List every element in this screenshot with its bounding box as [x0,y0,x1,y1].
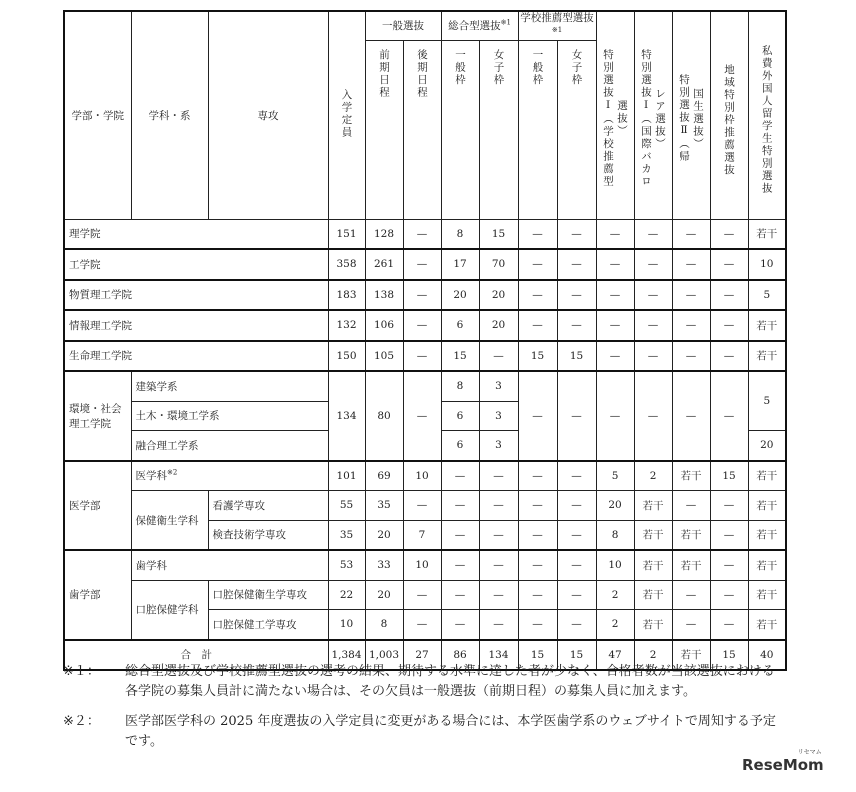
value-cell: — [710,610,748,640]
value-cell: — [479,520,518,550]
header-department: 学科・系 [131,11,208,219]
department-label: 歯学科 [135,559,167,572]
header-faculty: 学部・学院 [64,11,131,219]
value-cell: — [403,610,441,640]
value-cell: — [557,550,596,580]
value-cell: 132 [328,310,365,341]
value-cell: 22 [328,580,365,610]
value-cell: — [634,341,672,372]
value-cell: — [518,249,557,280]
value-cell: 若干 [634,491,672,521]
value-cell: 3 [479,371,518,401]
value-cell: — [518,310,557,341]
total-label: 合 計 [64,640,328,671]
value-cell: — [672,219,710,249]
department-name [131,461,328,491]
value-cell: 若干 [634,520,672,550]
value-cell: — [557,371,596,461]
table-row [64,491,786,521]
value-cell: 若干 [748,550,786,580]
value-cell: 2 [634,640,672,671]
value-cell: 134 [479,640,518,671]
value-cell: 若干 [748,520,786,550]
department-name: 保健衛生学科 [131,491,208,551]
value-cell: — [403,219,441,249]
value-cell: — [518,461,557,491]
value-cell: — [710,219,748,249]
value-cell: — [710,520,748,550]
value-cell: 若干 [672,640,710,671]
value-cell: 15 [479,219,518,249]
value-cell: — [710,249,748,280]
value-cell: — [634,219,672,249]
value-cell: — [672,249,710,280]
value-cell: — [518,491,557,521]
value-cell: — [710,371,748,461]
department-name: 口腔保健学科 [131,580,208,640]
value-cell: — [403,310,441,341]
value-cell: 6 [441,431,479,461]
value-cell: — [441,580,479,610]
table-row [64,580,786,610]
value-cell: — [518,550,557,580]
value-cell: 若干 [748,580,786,610]
value-cell: — [557,520,596,550]
value-cell: — [710,341,748,372]
value-cell: 8 [441,219,479,249]
major-name: 口腔保健工学専攻 [208,610,328,640]
value-cell: — [479,580,518,610]
value-cell: 15 [441,341,479,372]
value-cell: — [710,491,748,521]
value-cell: 20 [479,310,518,341]
value-cell: — [441,491,479,521]
major-name: 看護学専攻 [208,491,328,521]
value-cell: — [441,610,479,640]
value-cell: 15 [557,341,596,372]
value-cell: 5 [748,280,786,311]
value-cell: — [710,280,748,311]
faculty-name: 工学院 [64,249,328,280]
value-cell: 20 [479,280,518,311]
header-comp-general: 一般枠 [441,40,479,219]
value-cell: — [441,550,479,580]
value-cell: — [672,491,710,521]
value-cell: — [634,249,672,280]
value-cell: 86 [441,640,479,671]
value-cell: 1,384 [328,640,365,671]
value-cell: 151 [328,219,365,249]
value-cell: — [596,310,634,341]
value-cell: 33 [365,550,403,580]
footnote-2: ※２： 医学部医学科の 2025 年度選抜の入学定員に変更がある場合には、本学医歯学系のウェブサイトで周知する予定です。 [63,714,776,749]
value-cell: 35 [365,491,403,521]
value-cell: — [710,580,748,610]
value-cell: 若干 [748,610,786,640]
value-cell: 150 [328,341,365,372]
value-cell: 261 [365,249,403,280]
footnote-1: ※１： 総合型選抜及び学校推薦型選抜の選考の結果、期待する水準に達した者が少なく、合格者数が当該選抜における各学院の募集人員計に満たない場合は、その欠員は一般選抜（前期日程）の募集人員に加えます。 [63,664,775,699]
value-cell: 358 [328,249,365,280]
value-cell: 15 [518,341,557,372]
department-name: 建築学系 [131,371,328,401]
value-cell: 若干 [748,341,786,372]
header-recommend: 学校推薦型選抜$^{※1}$ [518,11,596,40]
table-header [64,11,786,219]
header-rec-general: 一般枠 [518,40,557,219]
value-cell: 128 [365,219,403,249]
value-cell: — [672,341,710,372]
value-cell: 若干 [634,580,672,610]
value-cell: 17 [441,249,479,280]
header-comprehensive: 総合型選抜$^{※1}$ [441,11,518,40]
value-cell: 15 [710,461,748,491]
value-cell: 105 [365,341,403,372]
value-cell: 20 [365,520,403,550]
table-row [64,341,786,372]
value-cell: 101 [328,461,365,491]
department-label: 医学科 [135,470,167,483]
value-cell: 10 [403,461,441,491]
value-cell: — [518,580,557,610]
value-cell: — [518,371,557,461]
value-cell: — [479,341,518,372]
value-cell: 6 [441,401,479,431]
header-capacity: 入学定員 [328,11,365,219]
value-cell: — [672,610,710,640]
major-name: 口腔保健衛生学専攻 [208,580,328,610]
value-cell: 若干 [748,219,786,249]
value-cell: 20 [365,580,403,610]
value-cell: — [672,371,710,461]
value-cell: 35 [328,520,365,550]
faculty-name: 医学部 [64,461,131,551]
value-cell: — [518,280,557,311]
faculty-name: 生命理工学院 [64,341,328,372]
value-cell: 138 [365,280,403,311]
value-cell: 8 [441,371,479,401]
value-cell: 若干 [748,491,786,521]
value-cell: — [479,491,518,521]
value-cell: 8 [365,610,403,640]
value-cell: 6 [441,310,479,341]
value-cell: 55 [328,491,365,521]
header-comp-female: 女子枠 [479,40,518,219]
value-cell: 134 [328,371,365,461]
value-cell: — [710,550,748,580]
value-cell: 20 [748,431,786,461]
value-cell: — [479,610,518,640]
table-row [64,249,786,280]
value-cell: 47 [596,640,634,671]
faculty-name: 物質理工学院 [64,280,328,311]
value-cell: 2 [596,610,634,640]
value-cell: 10 [748,249,786,280]
header-special1-ib: 特別選抜Ⅰ（国際バカロレア選抜） [634,11,672,219]
value-cell: 27 [403,640,441,671]
value-cell: 183 [328,280,365,311]
department-name: 融合理工学系 [131,431,328,461]
value-cell: 20 [596,491,634,521]
value-cell: 2 [596,580,634,610]
value-cell: 若干 [634,550,672,580]
value-cell: — [557,310,596,341]
value-cell: — [403,249,441,280]
value-cell: 5 [748,371,786,431]
value-cell: — [596,219,634,249]
header-special2: 特別選抜Ⅱ（帰国生選抜） [672,11,710,219]
value-cell: 若干 [748,310,786,341]
value-cell: — [596,249,634,280]
value-cell: — [518,219,557,249]
value-cell: — [634,310,672,341]
value-cell: — [596,371,634,461]
value-cell: — [672,310,710,341]
value-cell: — [518,610,557,640]
value-cell: — [557,491,596,521]
faculty-name: 環境・社会理工学院 [64,371,131,461]
faculty-name: 情報理工学院 [64,310,328,341]
value-cell: — [557,610,596,640]
value-cell: — [403,580,441,610]
resemom-logo: リセマム ReseMom [742,749,824,774]
header-rec-female: 女子枠 [557,40,596,219]
table-row [64,371,786,401]
value-cell: — [557,580,596,610]
value-cell: 3 [479,401,518,431]
value-cell: 若干 [672,520,710,550]
department-name: 土木・環境工学系 [131,401,328,431]
value-cell: 若干 [672,461,710,491]
header-general-second: 後期日程 [403,40,441,219]
value-cell: — [518,520,557,550]
footnotes [63,662,785,762]
value-cell: — [596,341,634,372]
faculty-name: 理学院 [64,219,328,249]
header-foreign: 私費外国人留学生特別選抜 [748,11,786,219]
value-cell: — [403,491,441,521]
value-cell: — [441,461,479,491]
value-cell: — [441,520,479,550]
value-cell: 15 [557,640,596,671]
footnote-mark: ※2 [167,468,178,477]
value-cell: — [557,249,596,280]
admission-capacity-table [63,10,787,671]
value-cell: — [479,550,518,580]
table-row [64,550,786,580]
value-cell: 10 [328,610,365,640]
table-row [64,280,786,311]
header-special1: 特別選抜Ⅰ（学校推薦型選抜） [596,11,634,219]
department-name [131,550,328,580]
value-cell: — [557,461,596,491]
value-cell: 8 [596,520,634,550]
value-cell: 若干 [634,610,672,640]
value-cell: 40 [748,640,786,671]
major-name: 検査技術学専攻 [208,520,328,550]
value-cell: 5 [596,461,634,491]
table-row [64,310,786,341]
value-cell: 15 [518,640,557,671]
value-cell: — [634,280,672,311]
header-general: 一般選抜 [365,11,441,40]
table-row [64,461,786,491]
table-row [64,219,786,249]
value-cell: — [557,219,596,249]
value-cell: 10 [596,550,634,580]
value-cell: 70 [479,249,518,280]
value-cell: 15 [710,640,748,671]
header-regional: 地域特別枠推薦選抜 [710,11,748,219]
value-cell: — [403,371,441,461]
value-cell: 2 [634,461,672,491]
header-major: 専攻 [208,11,328,219]
value-cell: 53 [328,550,365,580]
value-cell: 若干 [748,461,786,491]
value-cell: — [557,280,596,311]
value-cell: 69 [365,461,403,491]
value-cell: 80 [365,371,403,461]
value-cell: 1,003 [365,640,403,671]
value-cell: — [403,341,441,372]
value-cell: — [479,461,518,491]
value-cell: 3 [479,431,518,461]
table-body [64,219,786,670]
value-cell: 10 [403,550,441,580]
value-cell: — [672,580,710,610]
value-cell: 20 [441,280,479,311]
value-cell: — [710,310,748,341]
value-cell: — [596,280,634,311]
value-cell: — [634,371,672,461]
faculty-name: 歯学部 [64,550,131,640]
value-cell: 若干 [672,550,710,580]
value-cell: 7 [403,520,441,550]
value-cell: — [672,280,710,311]
header-general-first: 前期日程 [365,40,403,219]
value-cell: — [403,280,441,311]
value-cell: 106 [365,310,403,341]
